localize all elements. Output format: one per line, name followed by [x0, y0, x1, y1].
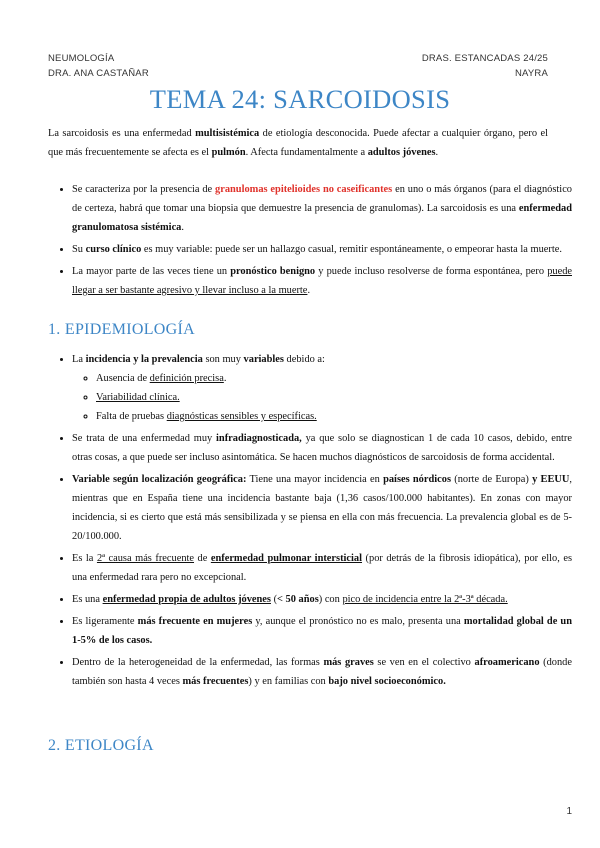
list-item	[72, 549, 572, 587]
highlight-text: granulomas epitelioides no caseificantes	[215, 184, 393, 195]
bold-underlined-text: enfermedad pulmonar intersticial	[210, 553, 363, 564]
bold-text: más frecuentes	[182, 676, 249, 687]
text: La sarcoidosis es una enfermedad	[48, 128, 196, 139]
text: ) y en familias con	[248, 676, 329, 687]
bold-text: más graves	[323, 657, 374, 668]
bold-text: curso clínico	[85, 244, 142, 255]
text: son muy	[202, 354, 244, 365]
underlined-text: definición precisa	[149, 373, 224, 384]
text: .	[223, 373, 227, 384]
sub-list-item	[96, 407, 572, 426]
sub-list-item	[96, 369, 572, 388]
list-item	[72, 180, 572, 237]
text: se ven en el colectivo	[373, 657, 475, 668]
text: , mientras que en España tiene una incidencia bastante baja (1,36 casos/100.000 habitantes). En zonas con mayor incidencia, si es cierto que está más sensibilizada y se piensa en ella con más frecuencia. La prevalencia global es de 5-20/100.000.	[72, 474, 572, 542]
bold-text: y EEUU	[532, 474, 570, 485]
text: .	[435, 147, 439, 158]
epidemiology-bullet-list	[48, 350, 572, 694]
intro-bullet-list	[48, 180, 572, 303]
text: Tiene una mayor incidencia en	[246, 474, 384, 485]
underlined-text: pico de incidencia entre la 2ª-3ª década.	[342, 594, 508, 605]
text: Es una	[72, 594, 103, 605]
list-item	[72, 470, 572, 546]
bold-text: afroamericano	[474, 657, 540, 668]
text: y puede incluso resolverse de forma espontánea, pero	[315, 266, 548, 277]
text: debido a:	[283, 354, 325, 365]
bold-text: enfermedad granulomatosa sistémica	[72, 203, 572, 233]
text: Se caracteriza por la presencia de	[72, 184, 216, 195]
header-author: NAYRA	[514, 68, 548, 79]
section-heading-epidemiology: 1. EPIDEMIOLOGÍA	[48, 321, 196, 338]
text: (donde también son hasta 4 veces	[72, 657, 572, 687]
list-item	[72, 350, 572, 426]
list-item	[72, 262, 572, 300]
sub-list	[72, 369, 572, 426]
text: . Afecta fundamentalmente a	[245, 147, 368, 158]
text: La	[72, 354, 86, 365]
text: en uno o más órganos (para el diagnóstico de certeza, habrá que tomar una biopsia que demuestre la presencia de granulomas). La sarcoidosis es una	[72, 184, 572, 214]
bold-text: pronóstico benigno	[230, 266, 316, 277]
text: Es ligeramente	[72, 616, 138, 627]
text: ) con	[318, 594, 343, 605]
bold-text: incidencia y la prevalencia	[85, 354, 203, 365]
list-item	[72, 590, 572, 609]
text: de etiología desconocida. Puede afectar a cualquier órgano, pero el que más frecuentemente se afecta es el	[48, 128, 548, 158]
underlined-text: puede llegar a ser bastante agresivo y llevar incluso a la muerte	[72, 266, 572, 296]
text: (norte de Europa)	[451, 474, 533, 485]
sub-list-item	[96, 388, 572, 407]
bold-text: Variable según localización geográfica:	[72, 474, 247, 485]
page-number: 1	[566, 806, 572, 817]
bold-text: pulmón	[211, 147, 246, 158]
bold-text: < 50 años	[277, 594, 319, 605]
page-title: TEMA 24: SARCOIDOSIS	[149, 84, 451, 114]
header-subject: NEUMOLOGÍA	[48, 53, 115, 64]
text: Es la	[72, 553, 97, 564]
bold-text: infradiagnosticada,	[216, 433, 302, 444]
header-group: DRAS. ESTANCADAS 24/25	[421, 53, 548, 64]
underlined-text: 2ª causa más frecuente	[96, 553, 195, 564]
underlined-text: diagnósticas sensibles y específicas.	[166, 411, 317, 422]
text: es muy variable: puede ser un hallazgo casual, remitir espontáneamente, o empeorar hasta la muerte.	[141, 244, 562, 255]
text: ya que solo se diagnostican 1 de cada 10 casos, debido, entre otras cosas, a que puede ser incluso asintomática. Se hacen muchos diagnósticos de sarcoidosis de forma accidental.	[72, 433, 572, 463]
text: (por detrás de la fibrosis idiopática), por ello, es una enfermedad rara pero no excepcional.	[72, 553, 572, 583]
text: .	[181, 222, 184, 233]
text: La mayor parte de las veces tiene un	[72, 266, 231, 277]
bold-underlined-text: enfermedad propia de adultos jóvenes	[102, 594, 271, 605]
bold-text: bajo nivel socioeconómico.	[328, 676, 446, 687]
bold-text: variables	[243, 354, 284, 365]
text: Ausencia de	[96, 373, 150, 384]
text: (	[270, 594, 278, 605]
text: .	[307, 285, 311, 296]
section-heading-etiology: 2. ETIOLOGÍA	[48, 737, 154, 754]
text: Se trata de una enfermedad muy	[72, 433, 217, 444]
underlined-text: Variabilidad clínica.	[96, 392, 180, 403]
intro-paragraph	[48, 124, 548, 162]
bold-text: más frecuente en mujeres	[137, 616, 253, 627]
list-item	[72, 429, 572, 467]
list-item	[72, 653, 572, 691]
list-item	[72, 240, 572, 259]
text: Su	[72, 244, 86, 255]
text: Falta de pruebas	[96, 411, 167, 422]
bold-text: multisistémica	[195, 128, 260, 139]
list-item	[72, 612, 572, 650]
text: Dentro de la heterogeneidad de la enfermedad, las formas	[72, 657, 324, 668]
bold-text: adultos jóvenes	[367, 147, 436, 158]
text: de	[194, 553, 211, 564]
text: y, aunque el pronóstico no es malo, presenta una	[252, 616, 464, 627]
bold-text: mortalidad global de un 1-5% de los casos.	[72, 616, 572, 646]
header-professor: DRA. ANA CASTAÑAR	[48, 68, 149, 79]
bold-text: países nórdicos	[383, 474, 451, 485]
